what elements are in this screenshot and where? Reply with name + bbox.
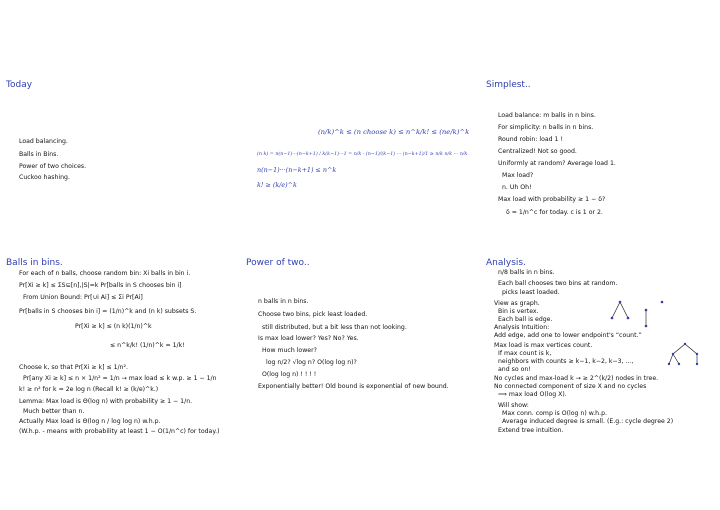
slide-today <box>0 78 234 246</box>
formula-falling-factorial: n(n−1)···(n−k+1) ≤ n^k <box>257 166 337 174</box>
slide-title: Power of two.. <box>246 258 310 268</box>
text-line: Each ball is edge. <box>498 316 553 323</box>
text-line: No connected component of size X and no cycles <box>494 383 647 390</box>
text-line: Pr[Xi ≥ k] ≤ ΣS⊆[n],|S|=k Pr[balls in S chooses bin i] <box>19 282 182 289</box>
formula-binomial-expansion: (n k) = n(n−1)···(n−k+1) / k(k−1)···1 = n/k · (n−1)/(k−1) ··· (n−k+1)/1 ≥ n/k n/k ··· n/k <box>257 152 468 157</box>
text-line: Pr[any Xi ≥ k] ≤ n × 1/n² = 1/n → max load ≤ k w.p. ≥ 1 − 1/n <box>23 375 217 382</box>
slide-simplest <box>480 78 714 246</box>
text-line: Uniformly at random? Average load 1. <box>498 160 616 167</box>
text-line: Centralized! Not so good. <box>498 148 577 155</box>
text-line: Much better than n. <box>23 408 85 415</box>
topic-item: Load balancing. <box>19 138 68 145</box>
text-line: Max load is max vertices count. <box>494 342 593 349</box>
text-line: For simplicity: n balls in n bins. <box>498 124 594 131</box>
formula-factorial-bound: k! ≥ (k/e)^k <box>257 181 297 189</box>
text-line: Max conn. comp is O(log n) w.h.p. <box>502 410 607 417</box>
slide-title: Today <box>6 80 33 90</box>
text-line: Each ball chooses two bins at random. <box>498 280 618 287</box>
text-line: From Union Bound: Pr[∪i Ai] ≤ Σi Pr[Ai] <box>23 294 143 301</box>
text-line: Is max load lower? Yes? No? Yes. <box>258 335 359 342</box>
text-line: Extend tree intuition. <box>498 427 564 434</box>
text-line: If max count is k, <box>498 350 552 357</box>
text-line: Load balance: m balls in n bins. <box>498 112 596 119</box>
text-line: still distributed, but a bit less than not looking. <box>262 324 407 331</box>
text-line: n/8 balls in n bins. <box>498 269 555 276</box>
text-line: log n/2? √log n? O(log log n)? <box>266 359 357 366</box>
text-line: and so on! <box>498 366 531 373</box>
text-line: neighbors with counts ≥ k−1, k−2, k−3, ..., <box>498 358 634 365</box>
text-line: For each of n balls, choose random bin: Xi balls in bin i. <box>19 270 191 277</box>
ball-bin-graph-diagram <box>610 298 670 334</box>
text-line: Actually Max load is Θ(log n / log log n) w.h.p. <box>19 418 161 425</box>
text-line: ≤ n^k/k! (1/n)^k = 1/k! <box>110 342 185 349</box>
text-line: Bin is vertex. <box>498 308 539 315</box>
text-line: Exponentially better! Old bound is exponential of new bound. <box>258 383 449 390</box>
topic-item: Cuckoo hashing. <box>19 174 70 181</box>
text-line: How much lower? <box>262 347 317 354</box>
topic-item: Balls in Bins. <box>19 151 59 158</box>
text-line: Choose two bins, pick least loaded. <box>258 311 368 318</box>
text-line: No cycles and max-load k → ≥ 2^(k/2) nodes in tree. <box>494 375 659 382</box>
slide-power-of-two <box>240 258 474 426</box>
text-line: Add edge, add one to lower endpoint's “count.” <box>494 332 642 339</box>
text-line: Average induced degree is small. (E.g.: cycle degree 2) <box>502 418 674 425</box>
text-line: ⟹ max load O(log X). <box>498 391 567 398</box>
slide-title: Balls in bins. <box>6 258 63 268</box>
slide-analysis <box>480 258 714 434</box>
slide-title: Analysis. <box>486 258 526 268</box>
text-line: Lemma: Max load is Θ(log n) with probability ≥ 1 − 1/n. <box>19 398 193 405</box>
load-tree-diagram <box>665 340 705 370</box>
text-line: O(log log n) ! ! ! ! <box>262 371 317 378</box>
topic-item: Power of two choices. <box>19 163 87 170</box>
text-line: Max load with probability ≥ 1 − δ? <box>498 196 606 203</box>
text-line: Analysis Intuition: <box>494 324 550 331</box>
text-line: δ = 1/n^c for today. c is 1 or 2. <box>506 209 603 216</box>
slide-title: Simplest.. <box>486 80 531 90</box>
text-line: Pr[Xi ≥ k] ≤ (n k)(1/n)^k <box>75 323 152 330</box>
text-line: Round robin: load 1 ! <box>498 136 563 143</box>
text-line: k! ≥ n² for k = 2e log n (Recall k! ≥ (k/e)^k.) <box>19 386 159 393</box>
formula-binomial-bound: (n/k)^k ≤ (n choose k) ≤ n^k/k! ≤ (ne/k)^k <box>318 128 470 136</box>
text-line: (W.h.p. - means with probability at least 1 − O(1/n^c) for today.) <box>19 428 220 435</box>
text-line: View as graph. <box>494 300 540 307</box>
slide-balls-in-bins <box>0 258 234 435</box>
text-line: n balls in n bins. <box>258 298 309 305</box>
text-line: Max load? <box>502 172 534 179</box>
text-line: Will show: <box>498 402 529 409</box>
text-line: n. Uh Oh! <box>502 184 532 191</box>
text-line: Choose k, so that Pr[Xi ≥ k] ≤ 1/n². <box>19 364 128 371</box>
text-line: picks least loaded. <box>502 289 560 296</box>
text-line: Pr[balls in S chooses bin i] = (1/n)^k and (n k) subsets S. <box>19 308 197 315</box>
